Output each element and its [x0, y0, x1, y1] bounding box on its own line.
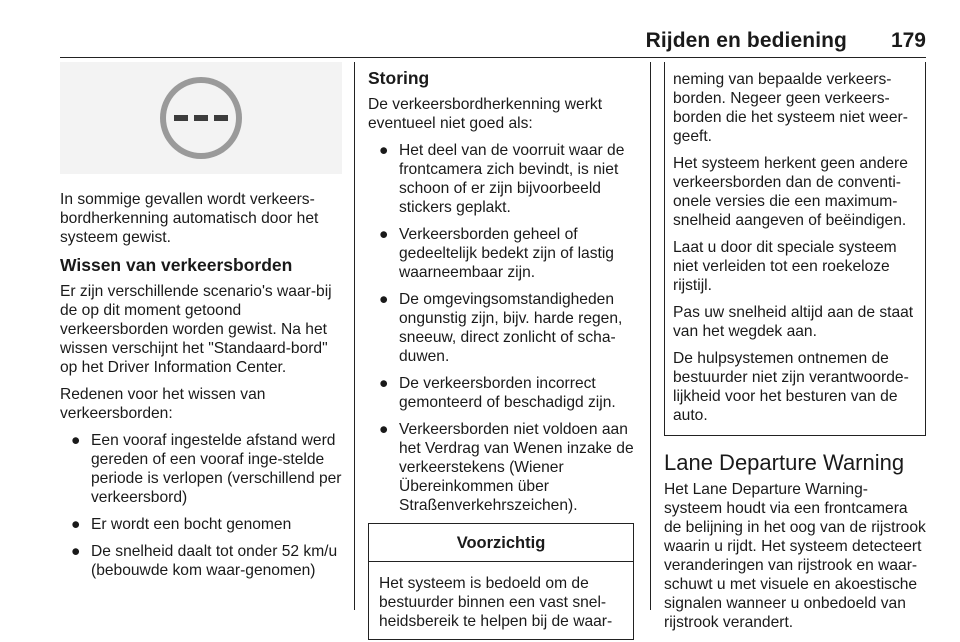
- caution-text: De hulpsystemen ontnemen de bestuurder niet zijn verantwoorde-lijkheid voor het besturen van de auto.: [673, 350, 909, 424]
- caution-title: Voorzichtig: [369, 524, 633, 562]
- intro-paragraph: In sommige gevallen wordt verkeers-bordherkenning automatisch door het systeem gewist.: [60, 191, 319, 246]
- list-item: [368, 225, 636, 282]
- bullet-icon: ●: [379, 142, 389, 159]
- caution-box-continued: [664, 62, 926, 436]
- end-restriction-sign-icon: [60, 62, 342, 174]
- section-title-clearing-signs: Wissen van verkeersborden: [60, 255, 293, 275]
- list-item: [60, 542, 342, 580]
- list-item-text: Een vooraf ingestelde afstand werd gereden of een vooraf inge-stelde periode is verlopen (verschillend per verkeersbord): [91, 432, 342, 506]
- bullet-icon: ●: [379, 226, 389, 243]
- bullet-icon: ●: [71, 516, 81, 533]
- section-title-lane-departure-warning: Lane Departure Warning: [664, 450, 905, 475]
- list-item: [60, 515, 342, 534]
- bullet-icon: ●: [71, 543, 81, 560]
- page-header: [0, 0, 960, 54]
- list-item: [60, 431, 342, 507]
- paragraph: Er zijn verschillende scenario's waar-bij de op dit moment getoond verkeersborden worden gewist. Na het wissen verschijnt het "Standaard-bord" op het Driver Information Center.: [60, 283, 332, 376]
- page-number: 179: [890, 29, 926, 52]
- list-item-text: De verkeersborden incorrect gemonteerd of beschadigd zijn.: [399, 375, 616, 411]
- list-item: [368, 290, 636, 366]
- list-item-text: Er wordt een bocht genomen: [91, 516, 292, 533]
- list-item: [368, 141, 636, 217]
- bullet-icon: ●: [71, 432, 81, 449]
- paragraph: Redenen voor het wissen van verkeersborden:: [60, 386, 266, 422]
- column-divider: [354, 62, 355, 610]
- paragraph: De verkeersbordherkenning werkt eventueel niet goed als:: [368, 96, 603, 132]
- column-2: [368, 66, 636, 640]
- header-title: Rijden en bediening: [645, 29, 847, 52]
- list-item-text: Het deel van de voorruit waar de frontcamera zich bevindt, is niet schoon of er zijn bijvoorbeeld stickers geplakt.: [399, 142, 625, 216]
- list-item-text: Verkeersborden geheel of gedeeltelijk bedekt zijn of lastig waarneembaar zijn.: [399, 226, 614, 281]
- list-item: [368, 420, 636, 515]
- bullet-icon: ●: [379, 375, 389, 392]
- header-rule: [60, 57, 926, 58]
- bullet-icon: ●: [379, 421, 389, 438]
- list-item-text: De snelheid daalt tot onder 52 km/u (bebouwde kom waar-genomen): [91, 543, 338, 579]
- list-item-text: De omgevingsomstandigheden ongunstig zijn, bijv. harde regen, sneeuw, direct zonlicht of scha-duwen.: [399, 291, 623, 365]
- caution-text: Pas uw snelheid altijd aan de staat van het wegdek aan.: [673, 304, 914, 340]
- bullet-icon: ●: [379, 291, 389, 308]
- caution-text: Het systeem herkent geen andere verkeersborden dan de conventi-onele versies die een maximum-snelheid aangeven of beëindigen.: [673, 155, 908, 229]
- column-divider: [650, 62, 651, 610]
- column-1: [60, 62, 342, 588]
- paragraph: Het Lane Departure Warning-systeem houdt via een frontcamera de belijning in het oog van de rijstrook waarin u rijdt. Het systeem detecteert veranderingen van rijstrook en waar-schuwt u met visuele en akoestische signalen wanneer u onbedoeld van rijstrook verandert.: [664, 481, 926, 631]
- list-item-text: Verkeersborden niet voldoen aan het Verdrag van Wenen inzake de verkeerstekens (Wiener Übereinkommen über Straßenverkehrszeichen).: [399, 421, 634, 514]
- caution-text: Laat u door dit speciale systeem niet verleiden tot een roekeloze rijstijl.: [673, 239, 897, 294]
- column-3: [664, 62, 926, 640]
- caution-box: [368, 523, 634, 640]
- list-item: [368, 374, 636, 412]
- caution-text: neming van bepaalde verkeers-borden. Negeer geen verkeers-borden die het systeem niet weer-geeft.: [673, 71, 908, 145]
- end-of-restriction-sign-illustration: [60, 62, 342, 174]
- caution-text: Het systeem is bedoeld om de bestuurder binnen een vast snel-heidsbereik te helpen bij de waar-: [379, 575, 613, 630]
- section-title-malfunction: Storing: [368, 68, 430, 88]
